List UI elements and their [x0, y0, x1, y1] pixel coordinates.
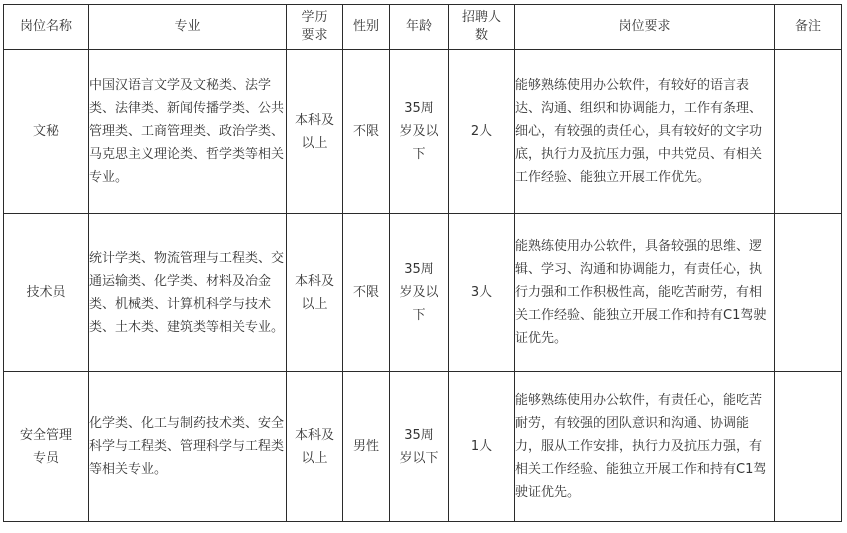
header-age: 年龄 — [390, 5, 449, 50]
cell-gender: 男性 — [343, 372, 390, 522]
header-row — [4, 5, 842, 50]
cell-requirements: 能够熟练使用办公软件，有较好的语言表达、沟通、组织和协调能力，工作有条理、细心，有较强的责任心，具有较好的文字功底，执行力及抗压力强，中共党员、有相关工作经验、能独立开展工作优先。 — [515, 50, 775, 214]
cell-remarks — [775, 214, 842, 372]
header-education-text: 学历要求 — [301, 10, 328, 43]
cell-major: 中国汉语言文学及文秘类、法学类、法律类、新闻传播学类、公共管理类、工商管理类、政治学类、马克思主义理论类、哲学类等相关专业。 — [89, 50, 287, 214]
cell-count: 3人 — [449, 214, 515, 372]
cell-position-text: 安全管理专员 — [19, 427, 72, 466]
cell-education — [287, 50, 343, 214]
cell-age — [390, 372, 449, 522]
table-row — [4, 50, 842, 214]
cell-major: 统计学类、物流管理与工程类、交通运输类、化学类、材料及冶金类、机械类、计算机科学与技术类、土木类、建筑类等相关专业。 — [89, 214, 287, 372]
cell-position: 技术员 — [4, 214, 89, 372]
header-count-text: 招聘人数 — [461, 10, 501, 43]
table-row — [4, 372, 842, 522]
cell-education-text: 本科及以上 — [294, 112, 334, 151]
cell-education-text: 本科及以上 — [294, 427, 334, 466]
cell-gender: 不限 — [343, 214, 390, 372]
cell-age — [390, 214, 449, 372]
cell-count: 2人 — [449, 50, 515, 214]
cell-education-text: 本科及以上 — [294, 273, 334, 312]
cell-position: 文秘 — [4, 50, 89, 214]
cell-gender: 不限 — [343, 50, 390, 214]
cell-remarks — [775, 372, 842, 522]
cell-education — [287, 214, 343, 372]
cell-major: 化学类、化工与制药技术类、安全科学与工程类、管理科学与工程类等相关专业。 — [89, 372, 287, 522]
cell-age — [390, 50, 449, 214]
cell-age-text: 35周岁及以下 — [399, 262, 439, 323]
cell-position — [4, 372, 89, 522]
header-education — [287, 5, 343, 50]
cell-requirements: 能够熟练使用办公软件，有责任心，能吃苦耐劳，有较强的团队意识和沟通、协调能力，服从工作安排，执行力及抗压力强，有相关工作经验、能独立开展工作和持有C1驾驶证优先。 — [515, 372, 775, 522]
header-major: 专业 — [89, 5, 287, 50]
cell-count: 1人 — [449, 372, 515, 522]
header-requirements: 岗位要求 — [515, 5, 775, 50]
recruitment-table — [3, 4, 842, 522]
cell-remarks — [775, 50, 842, 214]
header-remarks: 备注 — [775, 5, 842, 50]
cell-education — [287, 372, 343, 522]
cell-requirements: 能熟练使用办公软件，具备较强的思维、逻辑、学习、沟通和协调能力，有责任心，执行力强和工作积极性高，能吃苦耐劳，有相关工作经验、能独立开展工作和持有C1驾驶证优先。 — [515, 214, 775, 372]
cell-age-text: 35周岁及以下 — [399, 101, 439, 162]
header-count — [449, 5, 515, 50]
header-gender: 性别 — [343, 5, 390, 50]
cell-age-text: 35周岁以下 — [399, 427, 439, 466]
header-position: 岗位名称 — [4, 5, 89, 50]
table-row — [4, 214, 842, 372]
